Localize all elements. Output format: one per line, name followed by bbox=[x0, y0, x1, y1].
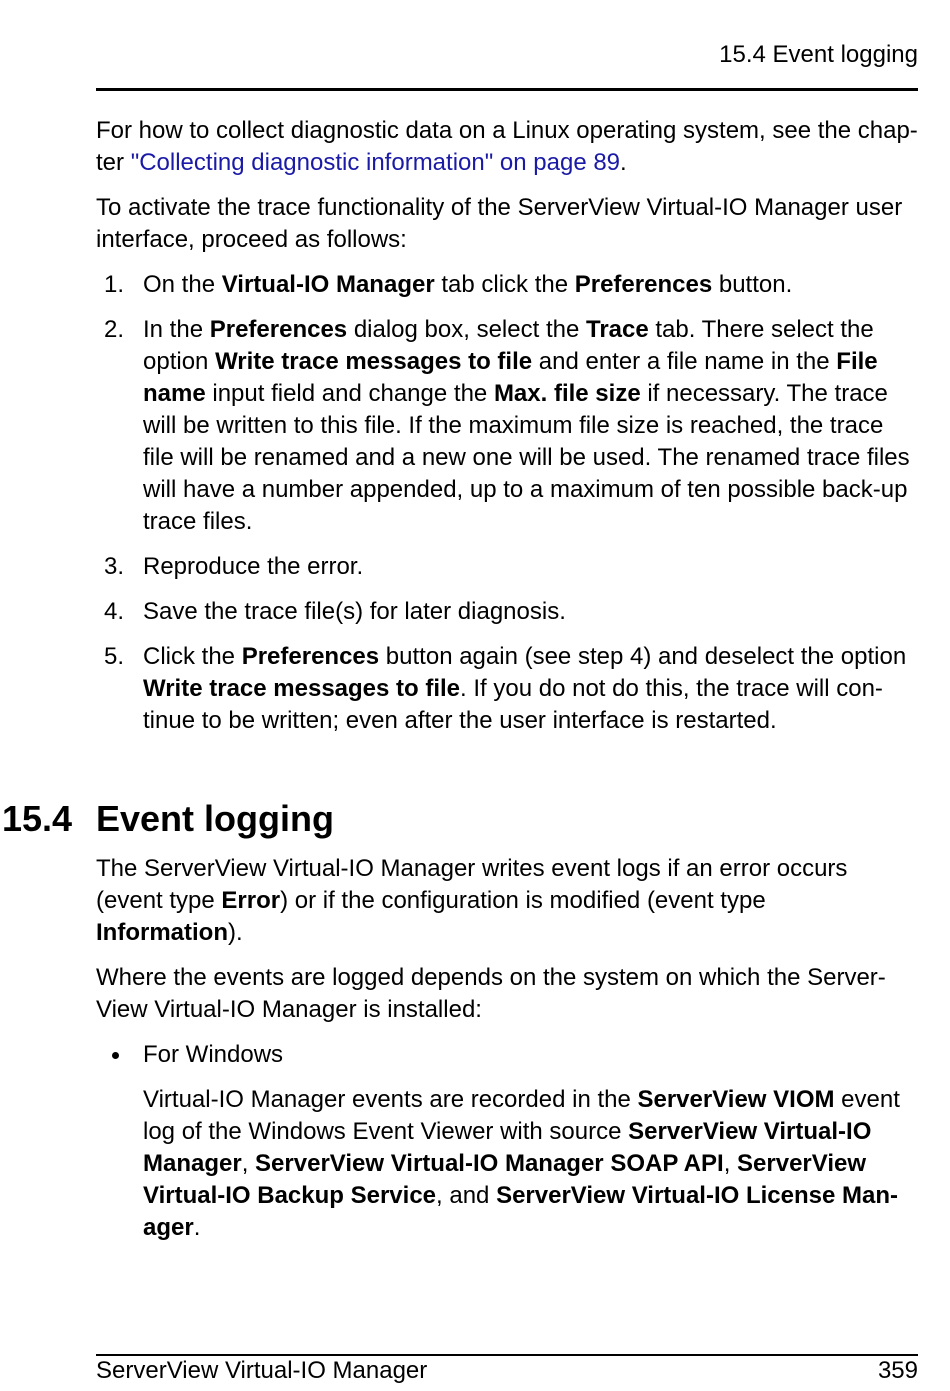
intro-content bbox=[96, 115, 918, 750]
ui-term: ServerView VIOM bbox=[637, 1086, 835, 1113]
header-rule bbox=[96, 88, 918, 91]
body-text: event log of the Windows Event Viewer with source bbox=[143, 1086, 900, 1145]
body-text: , bbox=[241, 1150, 256, 1177]
step-text: On the bbox=[143, 271, 222, 298]
intro-paragraph-1 bbox=[96, 115, 918, 179]
step-item bbox=[96, 269, 918, 301]
ui-term: Virtual-IO Manager bbox=[221, 271, 435, 298]
bullet-icon bbox=[112, 1052, 119, 1059]
ui-term: ServerView Virtual-IO License Man-ager bbox=[143, 1182, 899, 1241]
body-text: Virtual-IO Manager events are recorded in the bbox=[143, 1086, 638, 1113]
step-item bbox=[96, 551, 918, 583]
section-number: 15.4 bbox=[2, 798, 73, 839]
step-text: tab. There select the option bbox=[143, 316, 874, 375]
bullet-item bbox=[96, 1039, 918, 1071]
section-paragraph-2: Where the events are logged depends on the system on which the Server-View Virtual-IO Manager is installed: bbox=[96, 964, 886, 1023]
intro-text-end: . bbox=[620, 149, 627, 176]
ui-term: ServerView Virtual-IO Manager bbox=[143, 1118, 872, 1177]
step-text: Click the bbox=[143, 643, 242, 670]
ui-term: Preferences bbox=[574, 271, 713, 298]
section-title: Event logging bbox=[96, 798, 334, 839]
step-number: 1. bbox=[104, 271, 125, 298]
step-text: button again (see step 4) and deselect the option bbox=[379, 643, 907, 670]
step-text: In the bbox=[143, 316, 210, 343]
footer-product-name: ServerView Virtual-IO Manager bbox=[96, 1357, 428, 1384]
ui-term: Max. file size bbox=[493, 380, 641, 407]
step-number: 2. bbox=[104, 316, 125, 343]
ui-term: Write trace messages to file bbox=[143, 675, 461, 702]
body-text: ) or if the configuration is modified (event type bbox=[280, 887, 766, 914]
step-text: . If you do not do this, the trace will con-tinue to be written; even after the user interface is restarted. bbox=[143, 675, 883, 734]
step-text: Save the trace file(s) for later diagnosis. bbox=[143, 598, 566, 625]
step-text: Reproduce the error. bbox=[143, 553, 364, 580]
intro-text: For how to collect diagnostic data on a Linux operating system, see the chap-ter bbox=[96, 117, 918, 176]
platform-list bbox=[96, 1039, 918, 1071]
running-header: 15.4 Event logging bbox=[719, 41, 918, 68]
step-text: dialog box, select the bbox=[347, 316, 586, 343]
step-item bbox=[96, 641, 918, 737]
body-text: ). bbox=[228, 919, 243, 946]
step-number: 3. bbox=[104, 553, 125, 580]
ui-term: Preferences bbox=[241, 643, 380, 670]
step-number: 5. bbox=[104, 643, 125, 670]
step-text: tab click the bbox=[434, 271, 575, 298]
ui-term: Preferences bbox=[209, 316, 348, 343]
procedure-steps bbox=[96, 269, 918, 737]
step-number: 4. bbox=[104, 598, 125, 625]
ui-term: File name bbox=[143, 348, 878, 407]
body-text: The ServerView Virtual-IO Manager writes event logs if an error occurs (event type bbox=[96, 855, 848, 914]
section-content bbox=[96, 853, 918, 1257]
ui-term: Information bbox=[96, 919, 228, 946]
body-text: , bbox=[723, 1150, 738, 1177]
step-text: input field and change the bbox=[205, 380, 494, 407]
step-text: button. bbox=[712, 271, 793, 298]
ui-term: Write trace messages to file bbox=[215, 348, 533, 375]
intro-paragraph-2: To activate the trace functionality of the ServerView Virtual-IO Manager user interface, proceed as follows: bbox=[96, 194, 903, 253]
windows-paragraph bbox=[96, 1084, 918, 1244]
step-text: and enter a file name in the bbox=[532, 348, 837, 375]
ui-term: ServerView Virtual-IO Manager SOAP API bbox=[255, 1150, 724, 1177]
section-paragraph-1 bbox=[96, 853, 918, 949]
cross-reference-link[interactable]: "Collecting diagnostic information" on page 89 bbox=[130, 149, 621, 176]
step-item bbox=[96, 314, 918, 538]
ui-term: Error bbox=[221, 887, 281, 914]
ui-term: ServerView Virtual-IO Backup Service bbox=[143, 1150, 867, 1209]
ui-term: Trace bbox=[585, 316, 649, 343]
body-text: . bbox=[193, 1214, 201, 1241]
bullet-text: For Windows bbox=[143, 1041, 284, 1068]
step-item bbox=[96, 596, 918, 628]
page-number: 359 bbox=[877, 1357, 918, 1384]
body-text: , and bbox=[436, 1182, 497, 1209]
step-text: if necessary. The trace will be written to this file. If the maximum file size is reached, the trace file will be renamed and a new one will be used. The renamed trace files will have a number appended, up to a maximum of ten possible back-up trace files. bbox=[143, 380, 910, 535]
